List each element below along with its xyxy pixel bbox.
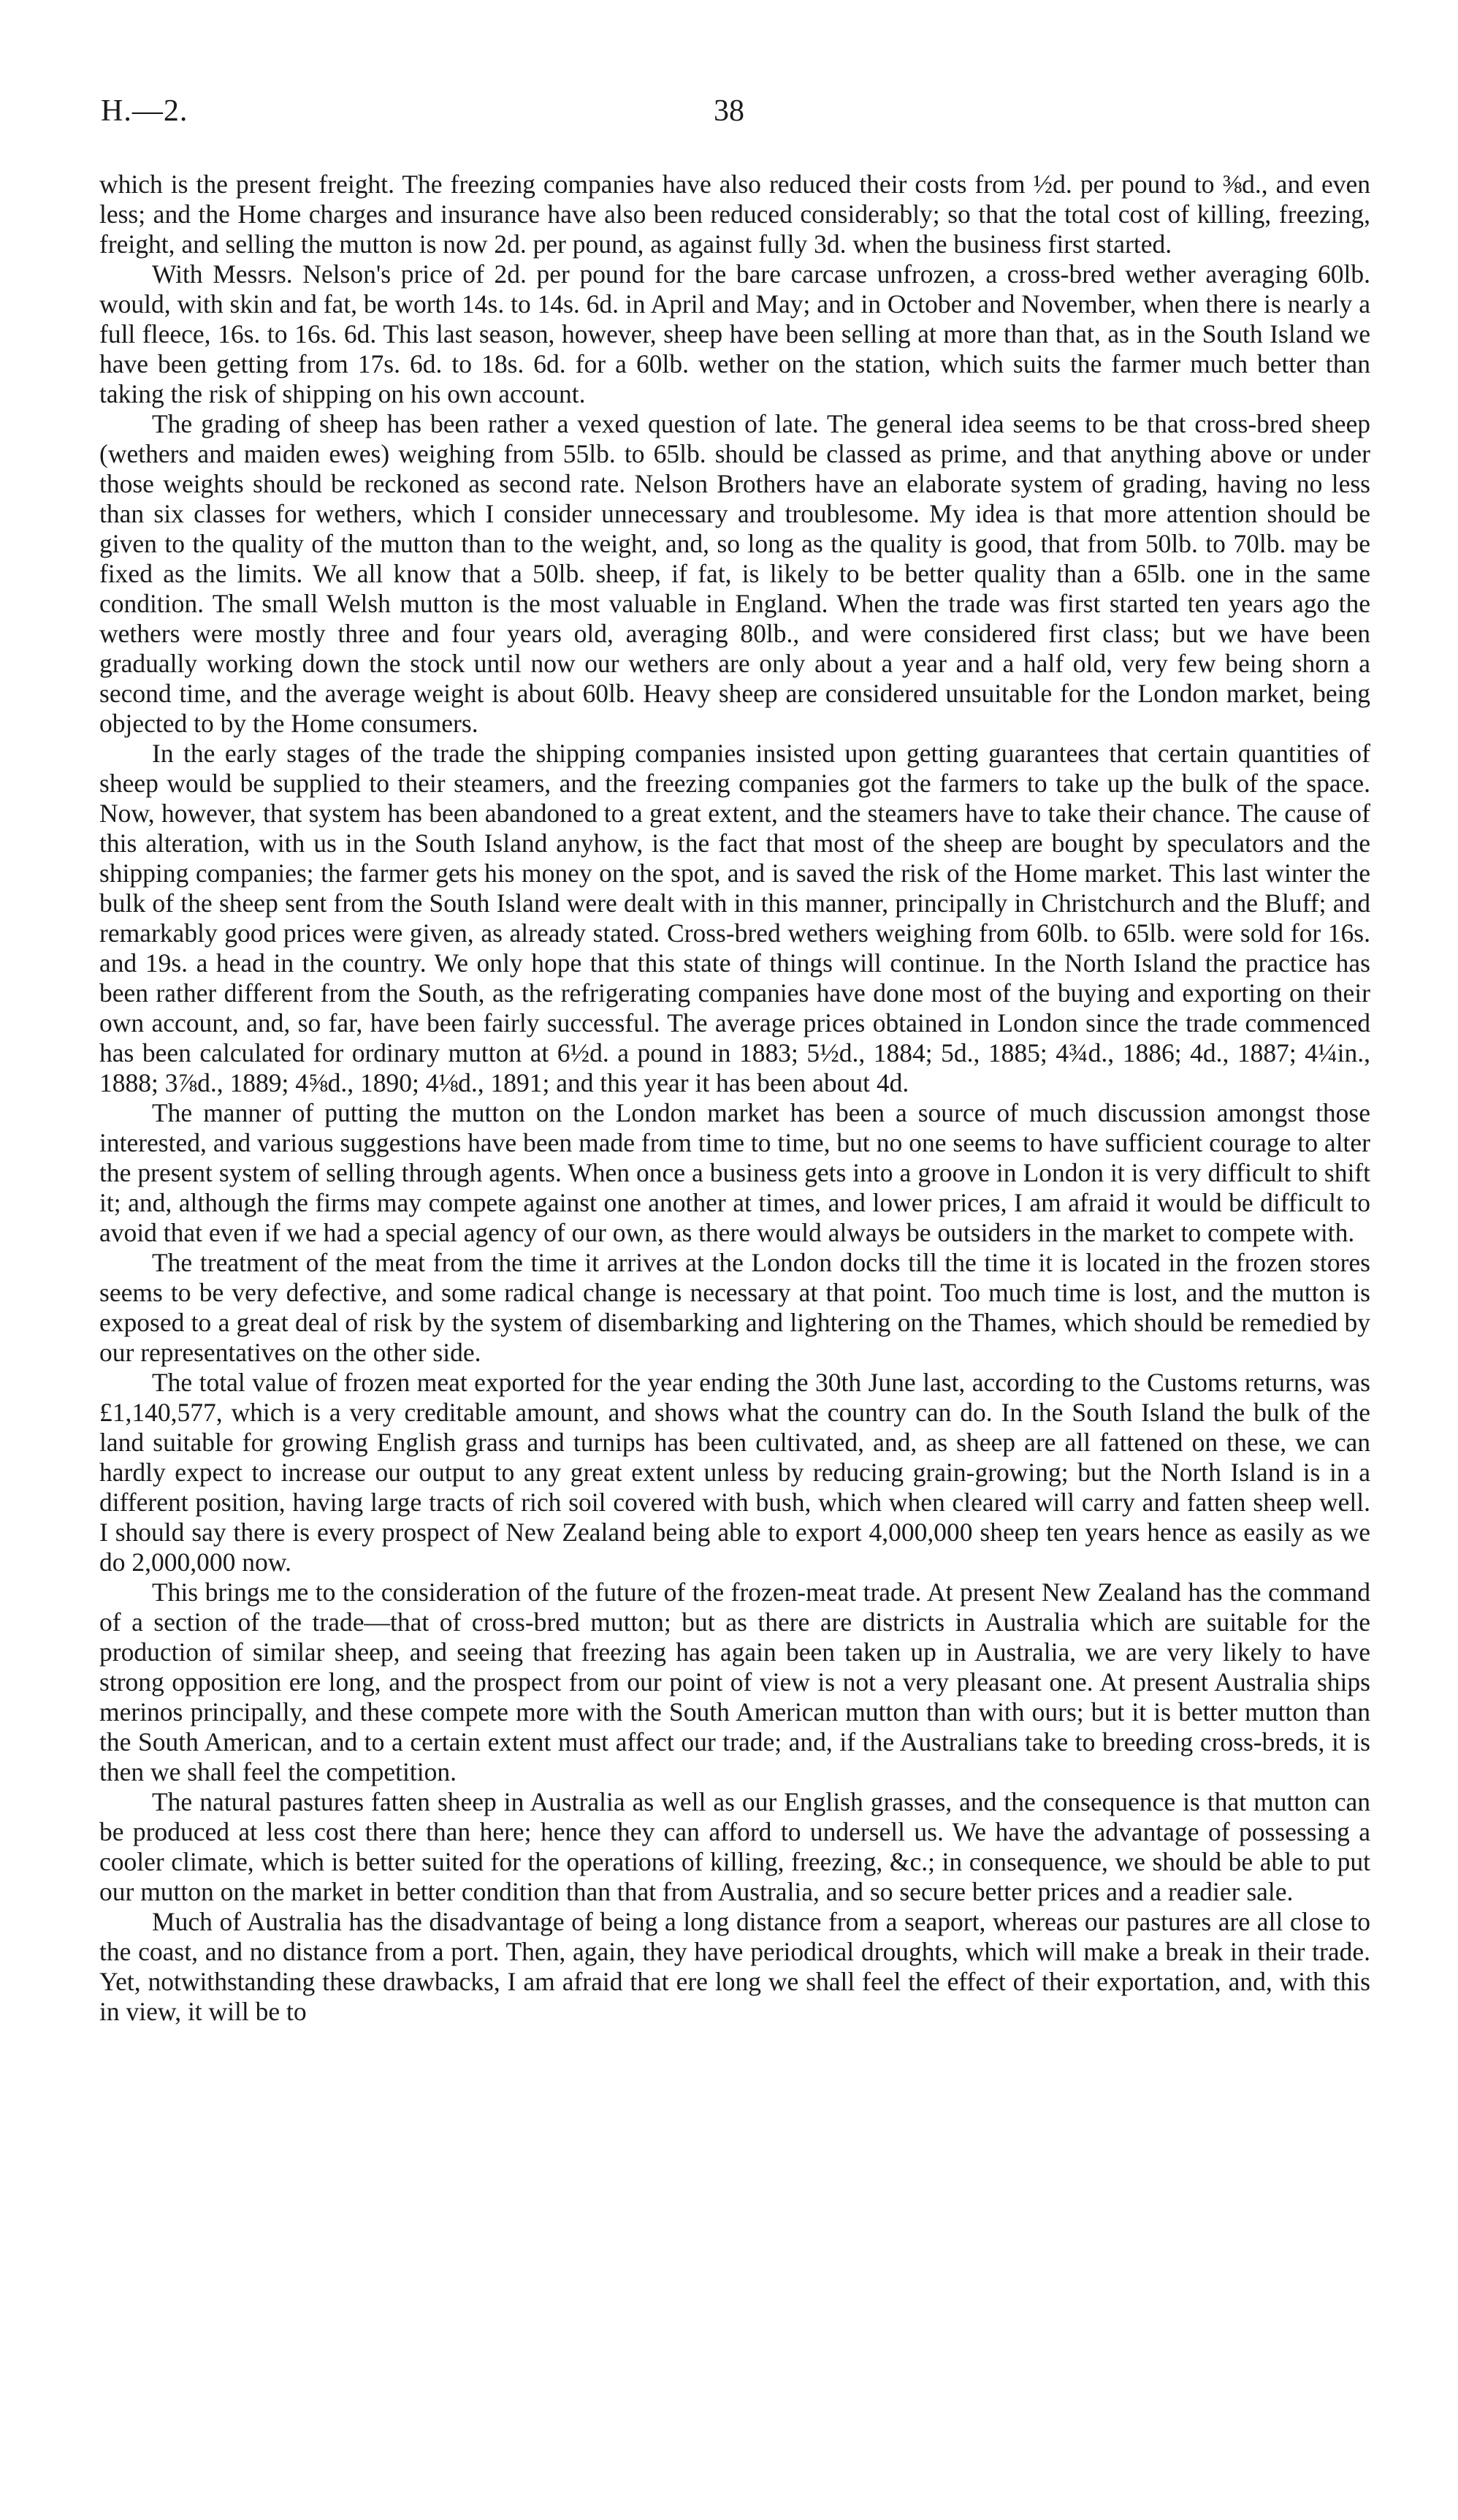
page-number: 38 bbox=[714, 94, 744, 128]
paragraph: Much of Australia has the disadvantage of being a long distance from a seaport, whereas our pastures are all close to the coast, and no distance from a port. Then, again, they have periodical droughts, which will make a break in their trade. Yet, notwithstanding these drawbacks, I am afraid that ere long we shall feel the effect of their exportation, and, with this in view, it will be to bbox=[99, 1907, 1370, 2026]
paragraph: which is the present freight. The freezing companies have also reduced their costs from ½d. per pound to ⅜d., and even less; and the Home charges and insurance have also been reduced considerably; so that the total cost of killing, freezing, freight, and selling the mutton is now 2d. per pound, as against fully 3d. when the business first started. bbox=[99, 170, 1370, 259]
paragraph: This brings me to the consideration of the future of the frozen-meat trade. At present New Zealand has the command of a section of the trade—that of cross-bred mutton; but as there are districts in Australia which are suitable for the production of similar sheep, and seeing that freezing has again been taken up in Australia, we are very likely to have strong opposition ere long, and the prospect from our point of view is not a very pleasant one. At present Australia ships merinos principally, and these compete more with the South American mutton than with ours; but it is better mutton than the South American, and to a certain extent must affect our trade; and, if the Australians take to breeding cross-breds, it is then we shall feel the competition. bbox=[99, 1577, 1370, 1786]
paragraph: The natural pastures fatten sheep in Australia as well as our English grasses, and the consequence is that mutton can be produced at less cost there than here; hence they can afford to undersell us. We have the advantage of possessing a cooler climate, which is better suited for the operations of killing, freezing, &c.; in consequence, we should be able to put our mutton on the market in better condition than that from Australia, and so secure better prices and a readier sale. bbox=[99, 1787, 1370, 1906]
body-text bbox=[99, 170, 1370, 2027]
paragraph: The grading of sheep has been rather a vexed question of late. The general idea seems to be that cross-bred sheep (wethers and maiden ewes) weighing from 55lb. to 65lb. should be classed as prime, and that anything above or under those weights should be reckoned as second rate. Nelson Brothers have an elaborate system of grading, having no less than six classes for wethers, which I consider unnecessary and troublesome. My idea is that more attention should be given to the quality of the mutton than to the weight, and, so long as the quality is good, that from 50lb. to 70lb. may be fixed as the limits. We all know that a 50lb. sheep, if fat, is likely to be better quality than a 65lb. one in the same condition. The small Welsh mutton is the most valuable in England. When the trade was first started ten years ago the wethers were mostly three and four years old, averaging 80lb., and were considered first class; but we have been gradually working down the stock until now our wethers are only about a year and a half old, very few being shorn a second time, and the average weight is about 60lb. Heavy sheep are considered unsuitable for the London market, being objected to by the Home consumers. bbox=[99, 409, 1370, 738]
paragraph: In the early stages of the trade the shipping companies insisted upon getting guarantees that certain quantities of sheep would be supplied to their steamers, and the freezing companies got the farmers to take up the bulk of the space. Now, however, that system has been abandoned to a great extent, and the steamers have to take their chance. The cause of this alteration, with us in the South Island anyhow, is the fact that most of the sheep are bought by speculators and the shipping companies; the farmer gets his money on the spot, and is saved the risk of the Home market. This last winter the bulk of the sheep sent from the South Island were dealt with in this manner, principally in Christchurch and the Bluff; and remarkably good prices were given, as already stated. Cross-bred wethers weighing from 60lb. to 65lb. were sold for 16s. and 19s. a head in the country. We only hope that this state of things will continue. In the North Island the practice has been rather different from the South, as the refrigerating companies have done most of the buying and exporting on their own account, and, so far, have been fairly successful. The average prices obtained in London since the trade commenced has been calculated for ordinary mutton at 6½d. a pound in 1883; 5½d., 1884; 5d., 1885; 4¾d., 1886; 4d., 1887; 4¼in., 1888; 3⅞d., 1889; 4⅝d., 1890; 4⅛d., 1891; and this year it has been about 4d. bbox=[99, 739, 1370, 1097]
paragraph: The manner of putting the mutton on the London market has been a source of much discussion amongst those interested, and various suggestions have been made from time to time, but no one seems to have sufficient courage to alter the present system of selling through agents. When once a business gets into a groove in London it is very difficult to shift it; and, although the firms may compete against one another at times, and lower prices, I am afraid it would be difficult to avoid that even if we had a special agency of our own, as there would always be outsiders in the market to compete with. bbox=[99, 1098, 1370, 1247]
page-header bbox=[101, 94, 1357, 137]
paragraph: With Messrs. Nelson's price of 2d. per pound for the bare carcase unfrozen, a cross-bred wether averaging 60lb. would, with skin and fat, be worth 14s. to 14s. 6d. in April and May; and in October and November, when there is nearly a full fleece, 16s. to 16s. 6d. This last season, however, sheep have been selling at more than that, as in the South Island we have been getting from 17s. 6d. to 18s. 6d. for a 60lb. wether on the station, which suits the farmer much better than taking the risk of shipping on his own account. bbox=[99, 259, 1370, 408]
paragraph: The treatment of the meat from the time it arrives at the London docks till the time it is located in the frozen stores seems to be very defective, and some radical change is necessary at that point. Too much time is lost, and the mutton is exposed to a great deal of risk by the system of disembarking and lightering on the Thames, which should be remedied by our representatives on the other side. bbox=[99, 1248, 1370, 1367]
paragraph: The total value of frozen meat exported for the year ending the 30th June last, according to the Customs returns, was £1,140,577, which is a very creditable amount, and shows what the country can do. In the South Island the bulk of the land suitable for growing English grass and turnips has been cultivated, and, as sheep are all fattened on these, we can hardly expect to increase our output to any great extent unless by reducing grain-growing; but the North Island is in a different position, having large tracts of rich soil covered with bush, which when cleared will carry and fatten sheep well. I should say there is every prospect of New Zealand being able to export 4,000,000 sheep ten years hence as easily as we do 2,000,000 now. bbox=[99, 1368, 1370, 1577]
document-reference: H.—2. bbox=[101, 94, 188, 128]
